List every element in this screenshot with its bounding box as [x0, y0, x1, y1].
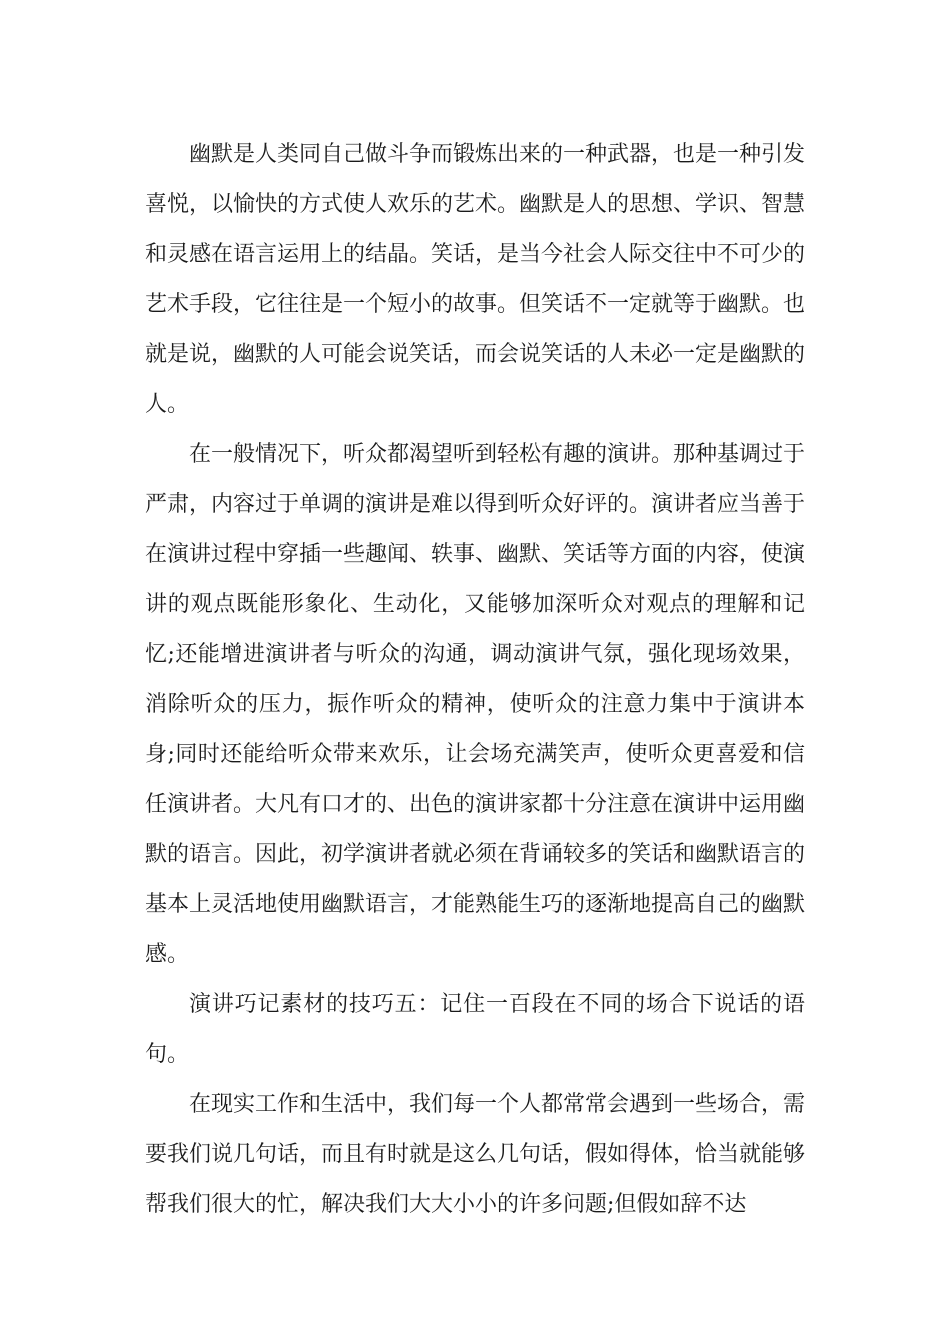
- document-page: [145, 130, 805, 1230]
- paragraph-humor-definition: 幽默是人类同自己做斗争而锻炼出来的一种武器，也是一种引发喜悦，以愉快的方式使人欢乐的艺术。幽默是人的思想、学识、智慧和灵感在语言运用上的结晶。笑话，是当今社会人际交往中不可少的艺术手段，它往往是一个短小的故事。但笑话不一定就等于幽默。也就是说，幽默的人可能会说笑话，而会说笑话的人未必一定是幽默的人。: [145, 142, 806, 417]
- paragraph-occasion-phrases: 在现实工作和生活中，我们每一个人都常常会遇到一些场合，需要我们说几句话，而且有时就是这么几句话，假如得体，恰当就能够帮我们很大的忙，解决我们大大小小的许多问题;但假如辞不达: [145, 1092, 806, 1217]
- paragraph-humor-in-speech: 在一般情况下，听众都渴望听到轻松有趣的演讲。那种基调过于严肃，内容过于单调的演讲是难以得到听众好评的。演讲者应当善于在演讲过程中穿插一些趣闻、轶事、幽默、笑话等方面的内容，使演讲的观点既能形象化、生动化，又能够加深听众对观点的理解和记忆;还能增进演讲者与听众的沟通，调动演讲气氛，强化现场效果，消除听众的压力，振作听众的精神，使听众的注意力集中于演讲本身;同时还能给听众带来欢乐，让会场充满笑声，使听众更喜爱和信任演讲者。大凡有口才的、出色的演讲家都十分注意在演讲中运用幽默的语言。因此，初学演讲者就必须在背诵较多的笑话和幽默语言的基本上灵活地使用幽默语言，才能熟能生巧的逐渐地提高自己的幽默感。: [145, 442, 806, 967]
- paragraph-tip-five-heading: 演讲巧记素材的技巧五：记住一百段在不同的场合下说话的语句。: [145, 992, 805, 1067]
